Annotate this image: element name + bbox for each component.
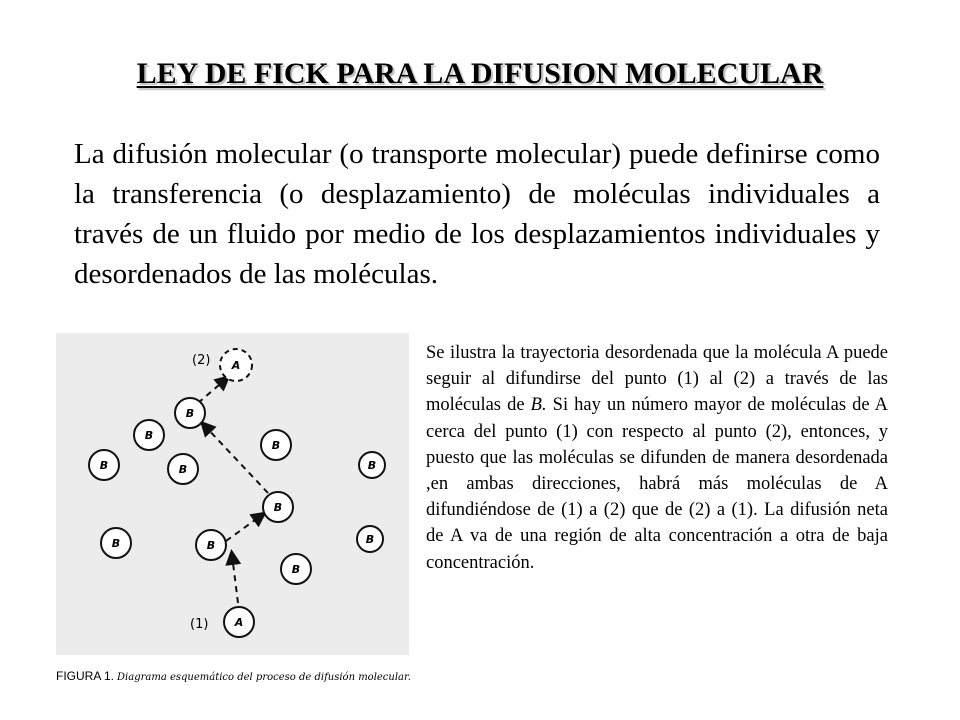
path-segment-3 — [204, 425, 268, 493]
description-part-1: Se ilustra la trayectoria desordenada que la molécula A puede seguir al difundirse del punto (1) al (2) a través de las moléculas de — [426, 343, 888, 416]
path-segment-1 — [232, 555, 238, 603]
molecule-b-label: B — [271, 439, 281, 452]
molecule-b-label: B — [185, 407, 195, 420]
path-segment-2 — [226, 515, 262, 541]
diffusion-diagram-svg — [56, 333, 409, 655]
figure-caption — [56, 668, 411, 686]
molecule-b-label: B — [291, 563, 301, 576]
point-1-label: (1) — [190, 617, 209, 632]
molecule-b-label: B — [178, 463, 188, 476]
caption-text: Diagrama esquemático del proceso de difusión molecular. — [117, 672, 411, 683]
molecule-b-label: B — [111, 537, 121, 550]
molecule-b-label: B — [206, 539, 216, 552]
molecule-a-start-label: A — [234, 616, 244, 629]
molecule-b-label: B — [365, 533, 375, 546]
figure-description — [426, 340, 888, 576]
molecule-b-label: B — [99, 459, 109, 472]
description-part-2: Si hay un número mayor de moléculas de A cerca del punto (1) con respecto al punto (2), entonces, y puesto que las moléculas se difunden de manera desordenada ,en ambas direcciones, habrá más moléculas de A difundiéndose de (1) a (2) que de (2) a (1). La difusión neta de A va de una región de alta concentración a otra de baja concentración. — [426, 395, 888, 573]
path-segment-4 — [198, 379, 226, 403]
intro-paragraph: La difusión molecular (o transporte molecular) puede definirse como la transferencia (o desplazamiento) de moléculas individuales a través de un fluido por medio de los desplazamientos individuales y desordenados de las moléculas. — [74, 138, 880, 290]
diffusion-diagram — [56, 333, 409, 655]
molecule-b-label: B — [273, 501, 283, 514]
caption-label: FIGURA 1. — [56, 669, 115, 683]
description-b-italic: B. — [530, 395, 547, 416]
molecule-b-label: B — [367, 459, 377, 472]
molecule-a-end-label: A — [231, 359, 241, 372]
page-title: LEY DE FICK PARA LA DIFUSION MOLECULAR — [136, 57, 824, 90]
point-2-label: (2) — [192, 353, 211, 368]
molecule-b-label: B — [144, 429, 154, 442]
